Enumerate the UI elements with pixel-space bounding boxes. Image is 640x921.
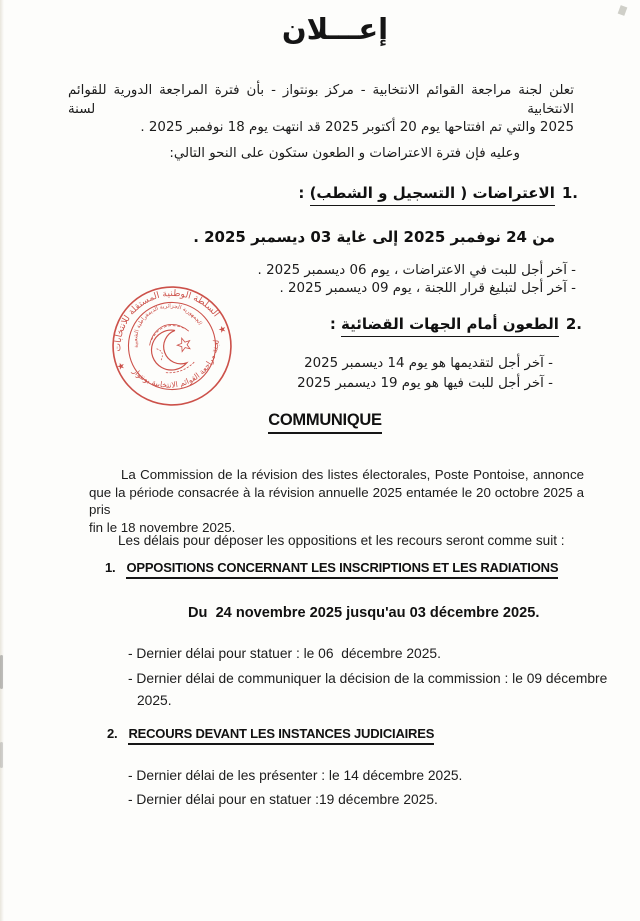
arabic-section2-heading <box>330 315 582 333</box>
french-section1-period: Du 24 novembre 2025 jusqu'au 03 décembre 2025. <box>188 605 540 621</box>
french-section1-number: 1. <box>105 560 116 575</box>
arabic-section1-colon: : <box>298 184 305 202</box>
arabic-lead-in: وعليه فإن فترة الاعتراضات و الطعون ستكون على النحو التالي: <box>169 146 520 161</box>
arabic-title: إعـــلان <box>281 12 389 46</box>
arabic-section2-item-2: - آخر أجل للبت فيها هو يوم 19 ديسمبر 2025 <box>297 375 553 391</box>
french-section2-item-2: - Dernier délai pour en statuer :19 décembre 2025. <box>128 791 438 807</box>
french-section2-heading <box>107 726 434 741</box>
stamp-bottom-ring-label: لجنة مراجعة القوائم الانتخابية بونتواز <box>130 339 221 390</box>
official-round-stamp-icon <box>104 276 240 416</box>
arabic-intro-paragraph <box>68 82 574 138</box>
arabic-section1-heading-text: الاعتراضات ( التسجيل و الشطب) <box>310 184 555 206</box>
french-section2-list <box>128 768 462 808</box>
french-section1-list <box>128 646 608 709</box>
french-intro-line-2: que la période consacrée à la révision annuelle 2025 entamée le 20 octobre 2025 a pris <box>89 484 584 518</box>
french-title-text: COMMUNIQUE <box>268 411 381 434</box>
stamp-right-star-icon: ★ <box>217 324 229 337</box>
scan-edge-mark <box>0 655 3 689</box>
crescent-icon <box>146 328 188 376</box>
arabic-intro-line-2: 2025 والتي تم افتتاحها يوم 20 أكتوبر 2025 قد انتهت يوم 18 نوفمبر 2025 . <box>140 120 574 135</box>
french-title <box>0 411 640 434</box>
french-intro-paragraph <box>89 466 584 536</box>
french-section2-heading-text: RECOURS DEVANT LES INSTANCES JUDICIAIRES <box>128 726 434 745</box>
arabic-section1-period: من 24 نوفمبر 2025 إلى غاية 03 ديسمبر 2025 . <box>193 228 555 246</box>
arabic-section1-item-1: - آخر أجل للبت في الاعتراضات ، يوم 06 ديسمبر 2025 . <box>257 263 576 278</box>
arabic-section2-heading-text: الطعون أمام الجهات القضائية <box>341 315 559 337</box>
star-icon <box>175 336 192 353</box>
arabic-section2-number: 2. <box>565 315 582 333</box>
french-intro-line-1: La Commission de la révision des listes électorales, Poste Pontoise, annonce <box>121 467 584 482</box>
french-section1-item-2-line-2: 2025. <box>137 693 172 708</box>
arabic-section2-list <box>297 354 553 393</box>
arabic-section1-number: 1. <box>561 184 578 202</box>
french-section2-item-1: - Dernier délai de les présenter : le 14 décembre 2025. <box>128 768 463 783</box>
scan-left-edge-shadow <box>0 0 4 921</box>
scan-edge-mark <box>0 742 3 768</box>
french-section1-item-1: - Dernier délai pour statuer : le 06 décembre 2025. <box>128 646 441 661</box>
french-section1-heading <box>105 560 558 575</box>
stamp-inner-arc-label: الجمهورية الجزائرية الديمقراطية الشعبية <box>133 303 203 349</box>
french-section1-heading-text: OPPOSITIONS CONCERNANT LES INSCRIPTIONS ET LES RADIATIONS <box>126 560 558 579</box>
arabic-section1-list <box>258 262 576 297</box>
stamp-top-ring-label: السلطة الوطنية المستقلة للانتخابات <box>113 288 221 352</box>
french-section2-number: 2. <box>107 726 118 741</box>
arabic-section1-heading <box>298 184 578 202</box>
arabic-section2-colon: : <box>329 315 336 333</box>
arabic-section1-item-2: - آخر أجل لتبليغ قرار اللجنة ، يوم 09 ديسمبر 2025 . <box>279 280 576 296</box>
french-section1-item-2-line-1: - Dernier délai de communiquer la décision de la commission : le 09 décembre <box>128 671 608 686</box>
french-lead-in: Les délais pour déposer les oppositions et les recours seront comme suit : <box>118 533 565 548</box>
arabic-intro-line-1: تعلن لجنة مراجعة القوائم الانتخابية - مركز بونتواز - بأن فترة المراجعة الدورية للقوائم الانتخابية لسنة <box>68 83 574 117</box>
stamp-left-star-icon: ★ <box>115 361 127 374</box>
french-intro-line-3: fin le 18 novembre 2025. <box>89 519 236 535</box>
arabic-section2-item-1: - آخر أجل لتقديمها هو يوم 14 ديسمبر 2025 <box>304 356 553 371</box>
